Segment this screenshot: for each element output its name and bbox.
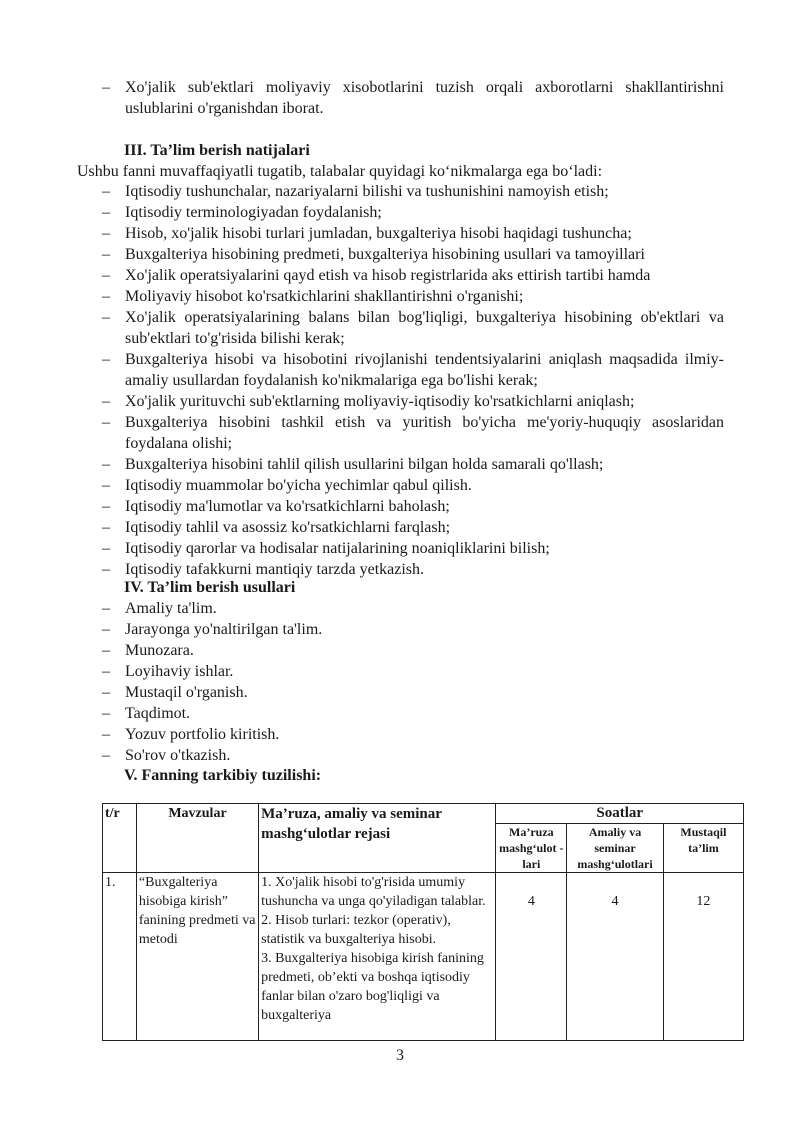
col-header-lecture: Ma’ruza mashg‘ulot -lari [496,824,567,873]
table-row [103,873,744,1041]
list-bullet: – [102,79,110,96]
list-item [102,703,724,724]
list-item [102,619,724,640]
list-item [102,412,724,454]
course-structure-table [102,803,744,1041]
list-bullet: – [102,393,110,410]
list-item [102,745,724,766]
list-bullet: – [102,414,110,431]
list-item [102,598,724,619]
page-number: 3 [396,1047,404,1064]
col-header-topics: Mavzular [136,804,258,873]
row-number: 1. [103,873,137,1041]
list-bullet: – [102,747,110,764]
list-bullet: – [102,225,110,242]
list-item-text: Iqtisodiy tushunchalar, nazariyalarni bilishi va tushunishini namoyish etish; [125,183,609,200]
list-item [102,640,724,661]
list-item-text: Iqtisodiy ma'lumotlar va ko'rsatkichlarni baholash; [125,498,450,515]
list-item-text: Buxgalteriya hisobini tahlil qilish usullarini bilgan holda samarali qo'llash; [125,456,604,473]
list-item-text: Iqtisodiy terminologiyadan foydalanish; [125,204,382,221]
list-item-text: Loyihaviy ishlar. [125,663,234,680]
list-item [102,202,724,223]
list-item-text: Hisob, xo'jalik hisobi turlari jumladan, buxgalteriya hisobi haqidagi tushuncha; [125,225,632,242]
list-bullet: – [102,246,110,263]
row-topic: “Buxgalteriya hisobiga kirish” fanining predmeti va metodi [136,873,258,1041]
list-item [102,724,724,745]
list-item-text: Buxgalteriya hisobining predmeti, buxgalteriya hisobining usullari va tamoyillari [125,246,645,263]
row-practice-hours: 4 [567,873,664,1041]
list-item-text: Buxgalteriya hisobini tashkil etish va yuritish bo'yicha me'yoriy-huquqiy asoslaridan foydalana olishi; [125,414,724,452]
list-item [102,538,724,559]
list-item-text: Xo'jalik yurituvchi sub'ektlarning moliyaviy-iqtisodiy ko'rsatkichlarni aniqlash; [125,393,635,410]
list-item-text: Xo'jalik operatsiyalarini qayd etish va hisob registrlarida aks ettirish tartibi hamda [125,267,651,284]
list-bullet: – [102,705,110,722]
list-item-text: Iqtisodiy tafakkurni mantiqiy tarzda yetkazish. [125,561,425,578]
list-item-text: Iqtisodiy tahlil va asossiz ko'rsatkichlarni farqlash; [125,519,451,536]
list-bullet: – [102,456,110,473]
list-item [102,661,724,682]
section-heading-results: III. Ta’lim berish natijalari [124,142,310,159]
list-bullet: – [102,204,110,221]
list-item-text: Xo'jalik operatsiyalarining balans bilan bog'liqligi, buxgalteriya hisobining ob'ektlari va sub'ektlari to'g'risida bilishi kerak; [125,309,724,347]
list-item [102,223,724,244]
section-heading-structure: V. Fanning tarkibiy tuzilishi: [124,767,322,784]
list-item-text: Taqdimot. [125,705,191,722]
list-item [102,391,724,412]
list-item [102,349,724,391]
list-item-text: So'rov o'tkazish. [125,747,231,764]
row-independent-hours: 12 [663,873,743,1041]
list-bullet: – [102,309,110,326]
list-bullet: – [102,561,110,578]
list-bullet: – [102,288,110,305]
list-item-text: Munozara. [125,642,194,659]
list-item [102,517,724,538]
list-item-text: Mustaqil o'rganish. [125,684,248,701]
section-intro-paragraph: Ushbu fanni muvaffaqiyatli tugatib, talabalar quyidagi ko‘nikmalarga ega bo‘ladi: [77,163,603,180]
col-header-number: t/r [103,804,137,873]
list-bullet: – [102,351,110,368]
list-item-text: Amaliy ta'lim. [125,600,217,617]
list-bullet: – [102,519,110,536]
list-item-text: Yozuv portfolio kiritish. [125,726,280,743]
list-bullet: – [102,663,110,680]
col-header-plan: Ma’ruza, amaliy va seminar mashg‘ulotlar rejasi [259,804,496,873]
col-header-practice: Amaliy va seminar mashg‘ulotlari [567,824,664,873]
list-item [102,475,724,496]
list-item [102,181,724,202]
list-bullet: – [102,183,110,200]
list-item [102,682,724,703]
list-bullet: – [102,267,110,284]
list-bullet: – [102,498,110,515]
col-header-independent: Mustaqil ta’lim [663,824,743,873]
list-item [102,454,724,475]
list-bullet: – [102,621,110,638]
list-item-text: Xo'jalik sub'ektlari moliyaviy xisobotlarini tuzish orqali axborotlarni shakllantirishni uslublarini o'rganishdan iborat. [125,79,724,117]
row-plan: 1. Xo'jalik hisobi to'g'risida umumiy tushuncha va unga qo'yiladigan talablar. 2. Hisob turlari: tezkor (operativ), statistik va buxgalteriya hisobi. 3. Buxgalteriya hisobiga kirish fanining predmeti, ob’ekti va boshqa iqtisodiy fanlar bilan o'zaro bog'liqligi va buxgalteriya [259,873,496,1041]
list-bullet: – [102,477,110,494]
list-item-text: Iqtisodiy muammolar bo'yicha yechimlar qabul qilish. [125,477,472,494]
list-item [102,77,724,119]
list-bullet: – [102,684,110,701]
list-bullet: – [102,600,110,617]
list-item [102,244,724,265]
list-bullet: – [102,540,110,557]
col-header-hours: Soatlar [496,804,744,824]
list-item-text: Jarayonga yo'naltirilgan ta'lim. [125,621,323,638]
list-item [102,496,724,517]
section-heading-methods: IV. Ta’lim berish usullari [124,579,296,596]
list-bullet: – [102,726,110,743]
list-item-text: Buxgalteriya hisobi va hisobotini rivojlanishi tendentsiyalarini aniqlash maqsadida ilmiy-amaliy usullardan foydalanish ko'nikmalariga ega bo'lishi kerak; [125,351,724,389]
list-item [102,307,724,349]
list-item-text: Moliyaviy hisobot ko'rsatkichlarini shakllantirishni o'rganishi; [125,288,524,305]
row-lecture-hours: 4 [496,873,567,1041]
list-item-text: Iqtisodiy qarorlar va hodisalar natijalarining noaniqliklarini bilish; [125,540,550,557]
list-item [102,265,724,286]
list-bullet: – [102,642,110,659]
list-item [102,286,724,307]
